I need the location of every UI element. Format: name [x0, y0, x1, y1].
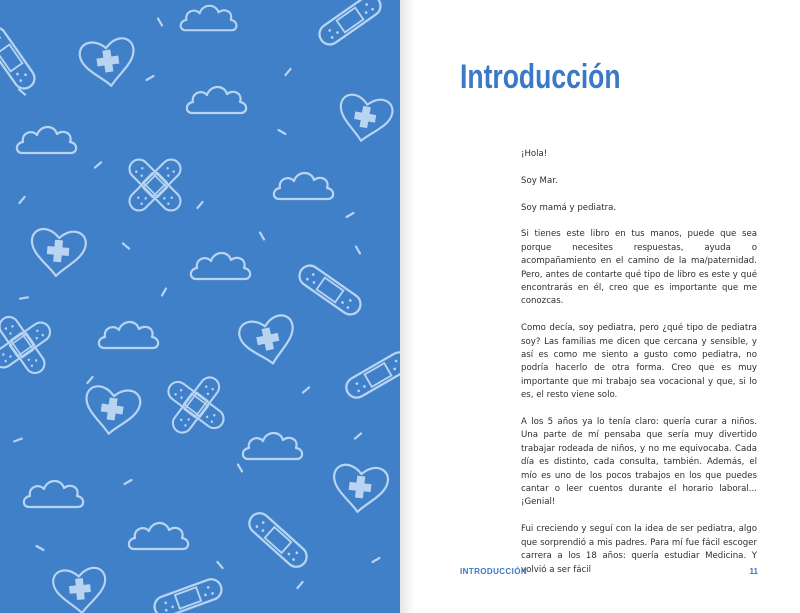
page-number: 11 — [749, 567, 758, 576]
chapter-title: Introducción — [460, 58, 621, 96]
dash-mark-icon — [197, 202, 202, 208]
running-footer: INTRODUCCIÓN — [460, 567, 528, 576]
dash-mark-icon — [217, 562, 222, 568]
dash-mark-icon — [279, 130, 286, 134]
cloud-icon — [181, 6, 237, 30]
dash-mark-icon — [297, 582, 302, 588]
paragraph: Si tienes este libro en tus manos, puede que sea porque necesites respuestas, ayuda o acompañamiento en el camino de la ma/paternidad. Pero, antes de contarte qué tipo de libro es este y qué encontrarás en él, creo que es importante que me conozcas. — [521, 229, 757, 307]
dash-mark-icon — [347, 213, 354, 217]
dash-mark-icon — [356, 247, 360, 254]
heart-cross-icon — [335, 93, 394, 145]
cloud-icon — [187, 87, 246, 113]
dash-mark-icon — [20, 297, 28, 298]
heart-cross-icon — [29, 228, 87, 278]
dash-mark-icon — [355, 433, 361, 438]
heart-cross-icon — [52, 567, 108, 613]
paragraph: ¡Hola! — [521, 149, 548, 159]
cloud-icon — [243, 433, 302, 459]
cloud-icon — [17, 127, 76, 153]
cloud-icon — [24, 481, 83, 507]
dash-mark-icon — [373, 558, 380, 562]
dash-mark-icon — [123, 243, 129, 248]
bandage-icon — [245, 509, 311, 571]
body-text — [521, 148, 757, 590]
dash-mark-icon — [14, 439, 22, 442]
paragraph: Soy mamá y pediatra. — [521, 202, 617, 213]
cloud-icon — [274, 173, 333, 199]
dash-mark-icon — [125, 480, 132, 484]
bandage-icon — [295, 262, 364, 319]
dash-mark-icon — [19, 197, 24, 203]
dash-mark-icon — [260, 233, 264, 240]
dash-mark-icon — [303, 387, 309, 392]
dash-mark-icon — [147, 76, 154, 80]
crossed-bandages-icon — [163, 372, 229, 438]
cloud-icon — [191, 253, 250, 279]
dash-mark-icon — [162, 289, 166, 296]
bandage-icon — [0, 23, 38, 92]
bandage-icon — [343, 349, 400, 402]
bandage-icon — [152, 576, 225, 613]
crossed-bandages-icon — [126, 156, 185, 215]
dash-mark-icon — [238, 465, 242, 472]
paragraph: Como decía, soy pediatra, pero ¿qué tipo de pediatra soy? Las familias me dicen que cercana y sensible, y así es como me siento a gusto como pediatra, no podría hacerlo de otra forma. Creo que es muy importante que mi trabajo sea vocacional y que, si lo es, el resto viene solo. — [521, 323, 757, 401]
dash-mark-icon — [95, 162, 101, 167]
cloud-icon — [99, 322, 158, 348]
heart-cross-icon — [237, 313, 299, 369]
heart-cross-icon — [82, 385, 142, 438]
cloud-icon — [129, 523, 188, 549]
crossed-bandages-icon — [0, 311, 56, 379]
dash-mark-icon — [285, 69, 290, 75]
text-page — [400, 0, 800, 613]
bandage-icon — [315, 0, 384, 48]
heart-cross-icon — [331, 464, 389, 515]
paragraph: Soy Mar. — [521, 175, 558, 186]
paragraph: A los 5 años ya lo tenía claro: quería curar a niños. Una parte de mí pensaba que sería muy divertido trabajar rodeada de niños, y no me equivocaba. Cada día es distinto, cada consulta, también. Además, el mío es uno de los pocos trabajos en los que puedes cantar o leer cuentos durante el horario laboral... ¡Genial! — [521, 417, 757, 508]
dash-mark-icon — [87, 377, 92, 383]
dash-mark-icon — [37, 546, 44, 550]
paragraph: Fui creciendo y seguí con la idea de ser pediatra, algo que sorprendió a mis padres. Para mí fue fácil escoger carrera a los 18 años: quería estudiar Medicina. Y volvió a ser fácil — [521, 524, 757, 575]
dash-mark-icon — [158, 19, 162, 26]
heart-cross-icon — [78, 37, 138, 90]
dash-mark-icon — [19, 89, 25, 94]
